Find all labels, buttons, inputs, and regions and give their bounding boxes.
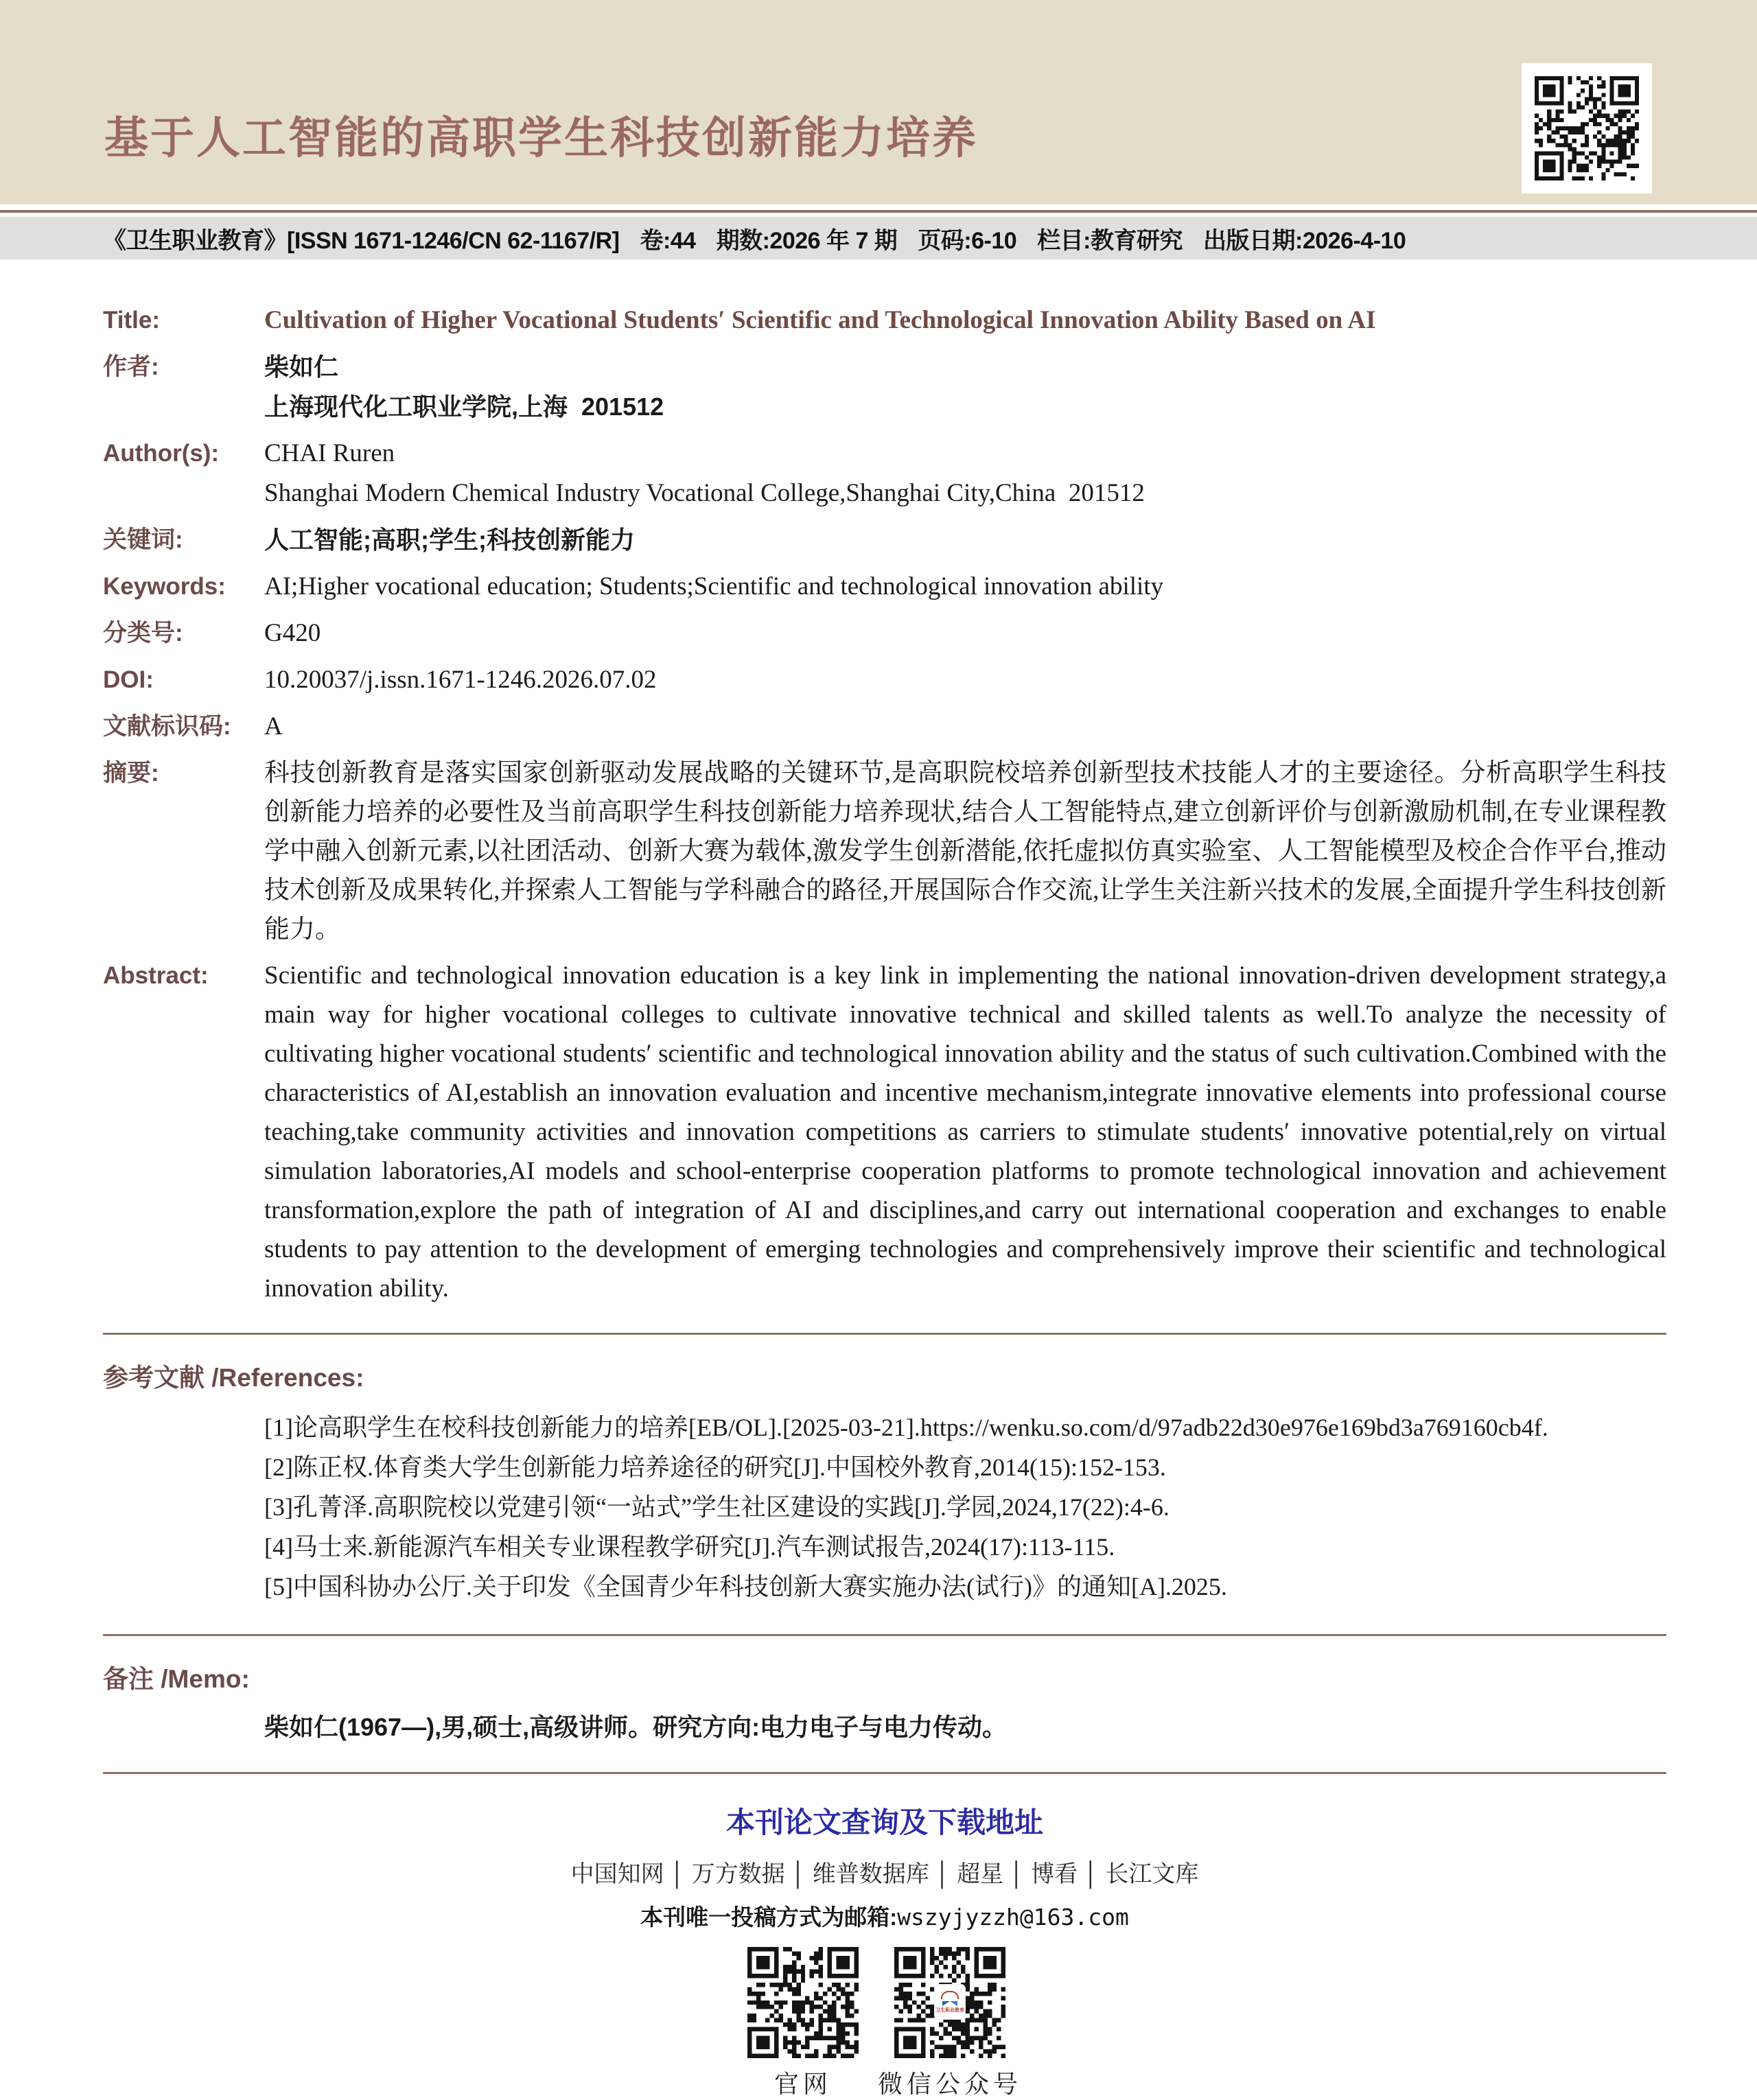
- submission-label: 本刊唯一投稿方式为邮箱:: [640, 1904, 898, 1930]
- logo-text: 卫生职业教育: [935, 2008, 964, 2013]
- journal-column: 栏目:教育研究: [1037, 227, 1183, 254]
- field-label-author-cn: 作者:: [103, 353, 159, 380]
- field-label-keywords-en: Keywords:: [103, 573, 226, 600]
- field-value-doi: 10.20037/j.issn.1671-1246.2026.07.02: [264, 666, 657, 694]
- field-row-abstract-cn: [103, 754, 1666, 949]
- footer-database-list: 中国知网 │ 万方数据 │ 维普数据库 │ 超星 │ 博看 │ 长江文库: [570, 1861, 1199, 1887]
- journal-footer: [103, 1800, 1666, 2100]
- author-affiliation-cn: 上海现代化工职业学院,上海 201512: [264, 393, 664, 421]
- field-value-author-en: [264, 434, 1666, 513]
- reference-item: [2]陈正权.体育类大学生创新能力培养途径的研究[J].中国校外教育,2014(15):152-153.: [264, 1454, 1166, 1481]
- website-qr-label: 官网: [773, 2070, 832, 2098]
- qr-code-icon: [1535, 76, 1639, 180]
- article-qr-code: [1522, 63, 1652, 194]
- field-row-keywords-en: [103, 567, 1666, 607]
- journal-issue: 期数:2026 年 7 期: [716, 227, 898, 254]
- field-value-keywords-cn: 人工智能;高职;学生;科技创新能力: [264, 526, 635, 554]
- footer-submission-line: [103, 1900, 1666, 1932]
- section-divider: [103, 1772, 1666, 1774]
- journal-pages: 页码:6-10: [918, 227, 1017, 254]
- section-divider: [103, 1333, 1666, 1335]
- memo-heading: 备注 /Memo:: [103, 1665, 250, 1693]
- field-value-abstract-cn: 科技创新教育是落实国家创新驱动发展战略的关键环节,是高职院校培养创新型技术技能人才的主要途径。分析高职学生科技创新能力培养的必要性及当前高职学生科技创新能力培养现状,结合人工智能特点,建立创新评价与创新激励机制,在专业课程教学中融入创新元素,以社团活动、创新大赛为载体,激发学生创新潜能,依托虚拟仿真实验室、人工智能模型及校企合作平台,推动技术创新及成果转化,并探索人工智能与学科融合的路径,开展国际合作交流,让学生关注新兴技术的发展,全面提升学生科技创新能力。: [264, 759, 1666, 944]
- field-value-classification: G420: [264, 619, 321, 647]
- submission-email: wszyjyzzh@163.com: [897, 1904, 1129, 1930]
- journal-name-issn: 《卫生职业教育》[ISSN 1671-1246/CN 62-1167/R]: [103, 227, 620, 254]
- logo-arc-shape: [941, 1991, 959, 1999]
- wechat-qr-code: [894, 1947, 1005, 2058]
- field-row-author-cn: [103, 347, 1666, 427]
- journal-pub-date: 出版日期:2026-4-10: [1203, 227, 1406, 254]
- author-affiliation-en: Shanghai Modern Chemical Industry Vocational College,Shanghai City,China 201512: [264, 479, 1145, 507]
- header-gap: [0, 205, 1757, 210]
- qr-code-icon: [747, 1947, 859, 2058]
- field-label-classification: 分类号:: [103, 620, 183, 646]
- field-label-title: Title:: [103, 307, 160, 334]
- article-title-cn: 基于人工智能的高职学生科技创新能力培养: [104, 113, 978, 163]
- field-row-title: [103, 301, 1666, 340]
- references-list: [103, 1408, 1666, 1607]
- field-row-doi: [103, 660, 1666, 700]
- reference-item: [5]中国科协办公厅.关于印发《全国青少年科技创新大赛实施办法(试行)》的通知[A].2025.: [264, 1573, 1227, 1600]
- reference-item: [4]马士来.新能源汽车相关专业课程教学研究[J].汽车测试报告,2024(17):113-115.: [264, 1533, 1115, 1561]
- field-value-title-en: Cultivation of Higher Vocational Students′ Scientific and Technological Innovation Ability Based on AI: [264, 306, 1376, 334]
- field-label-doi: DOI:: [103, 666, 154, 693]
- journal-volume: 卷:44: [640, 227, 696, 254]
- field-label-document-code: 文献标识码:: [103, 713, 231, 740]
- section-divider: [103, 1634, 1666, 1636]
- website-qr-block: [747, 1947, 859, 2100]
- field-row-keywords-cn: [103, 520, 1666, 560]
- field-label-author-en: Author(s):: [103, 440, 220, 467]
- wechat-qr-logo: [935, 1985, 964, 2018]
- memo-text: 柴如仁(1967—),男,硕士,高级讲师。研究方向:电力电子与电力传动。: [264, 1713, 1008, 1741]
- wechat-qr-label: 微信公众号: [877, 2070, 1022, 2098]
- field-row-abstract-en: [103, 956, 1666, 1308]
- field-row-author-en: [103, 434, 1666, 513]
- footer-title: 本刊论文查询及下载地址: [725, 1806, 1043, 1839]
- field-label-abstract-cn: 摘要:: [103, 760, 159, 786]
- record-content: [0, 259, 1757, 2100]
- reference-item: [3]孔菁泽.高职院校以党建引领“一站式”学生社区建设的实践[J].学园,2024,17(22):4-6.: [264, 1493, 1170, 1521]
- masthead-banner: [0, 0, 1757, 205]
- author-name-cn: 柴如仁: [264, 353, 339, 381]
- references-heading: 参考文献 /References:: [103, 1364, 364, 1392]
- wechat-qr-block: [878, 1947, 1022, 2100]
- reference-item: [1]论高职学生在校科技创新能力的培养[EB/OL].[2025-03-21].https://wenku.so.com/d/97adb22d30e976e169bd3a769160cb4f.: [264, 1414, 1548, 1441]
- website-qr-code: [747, 1947, 859, 2058]
- author-name-en: CHAI Ruren: [264, 439, 395, 467]
- logo-book-shape: [942, 2001, 957, 2006]
- journal-info-bar: [0, 217, 1757, 259]
- field-value-author-cn: [264, 347, 1666, 427]
- field-row-document-code: [103, 707, 1666, 747]
- footer-qr-row: [103, 1947, 1666, 2100]
- field-label-keywords-cn: 关键词:: [103, 526, 183, 553]
- field-value-keywords-en: AI;Higher vocational education; Students;Scientific and technological innovation ability: [264, 572, 1164, 600]
- field-label-abstract-en: Abstract:: [103, 962, 209, 989]
- field-value-abstract-en: Scientific and technological innovation education is a key link in implementing the national innovation-driven development strategy,a main way for higher vocational colleges to cultivate innovative technical and skilled talents as well.To analyze the necessity of cultivating higher vocational students′ scientific and technological innovation ability and the status of such cultivation.Combined with the characteristics of AI,establish an innovation evaluation and incentive mechanism,integrate innovative elements into professional course teaching,take community activities and innovation competitions as carriers to stimulate students′ innovative potential,rely on virtual simulation laboratories,AI models and school-enterprise cooperation platforms to promote technological innovation and achievement transformation,explore the path of integration of AI and disciplines,and carry out international cooperation and exchanges to enable students to pay attention to the development of emerging technologies and comprehensively improve their scientific and technological innovation ability.: [264, 961, 1666, 1303]
- field-value-document-code: A: [264, 712, 283, 740]
- field-row-classification: [103, 614, 1666, 653]
